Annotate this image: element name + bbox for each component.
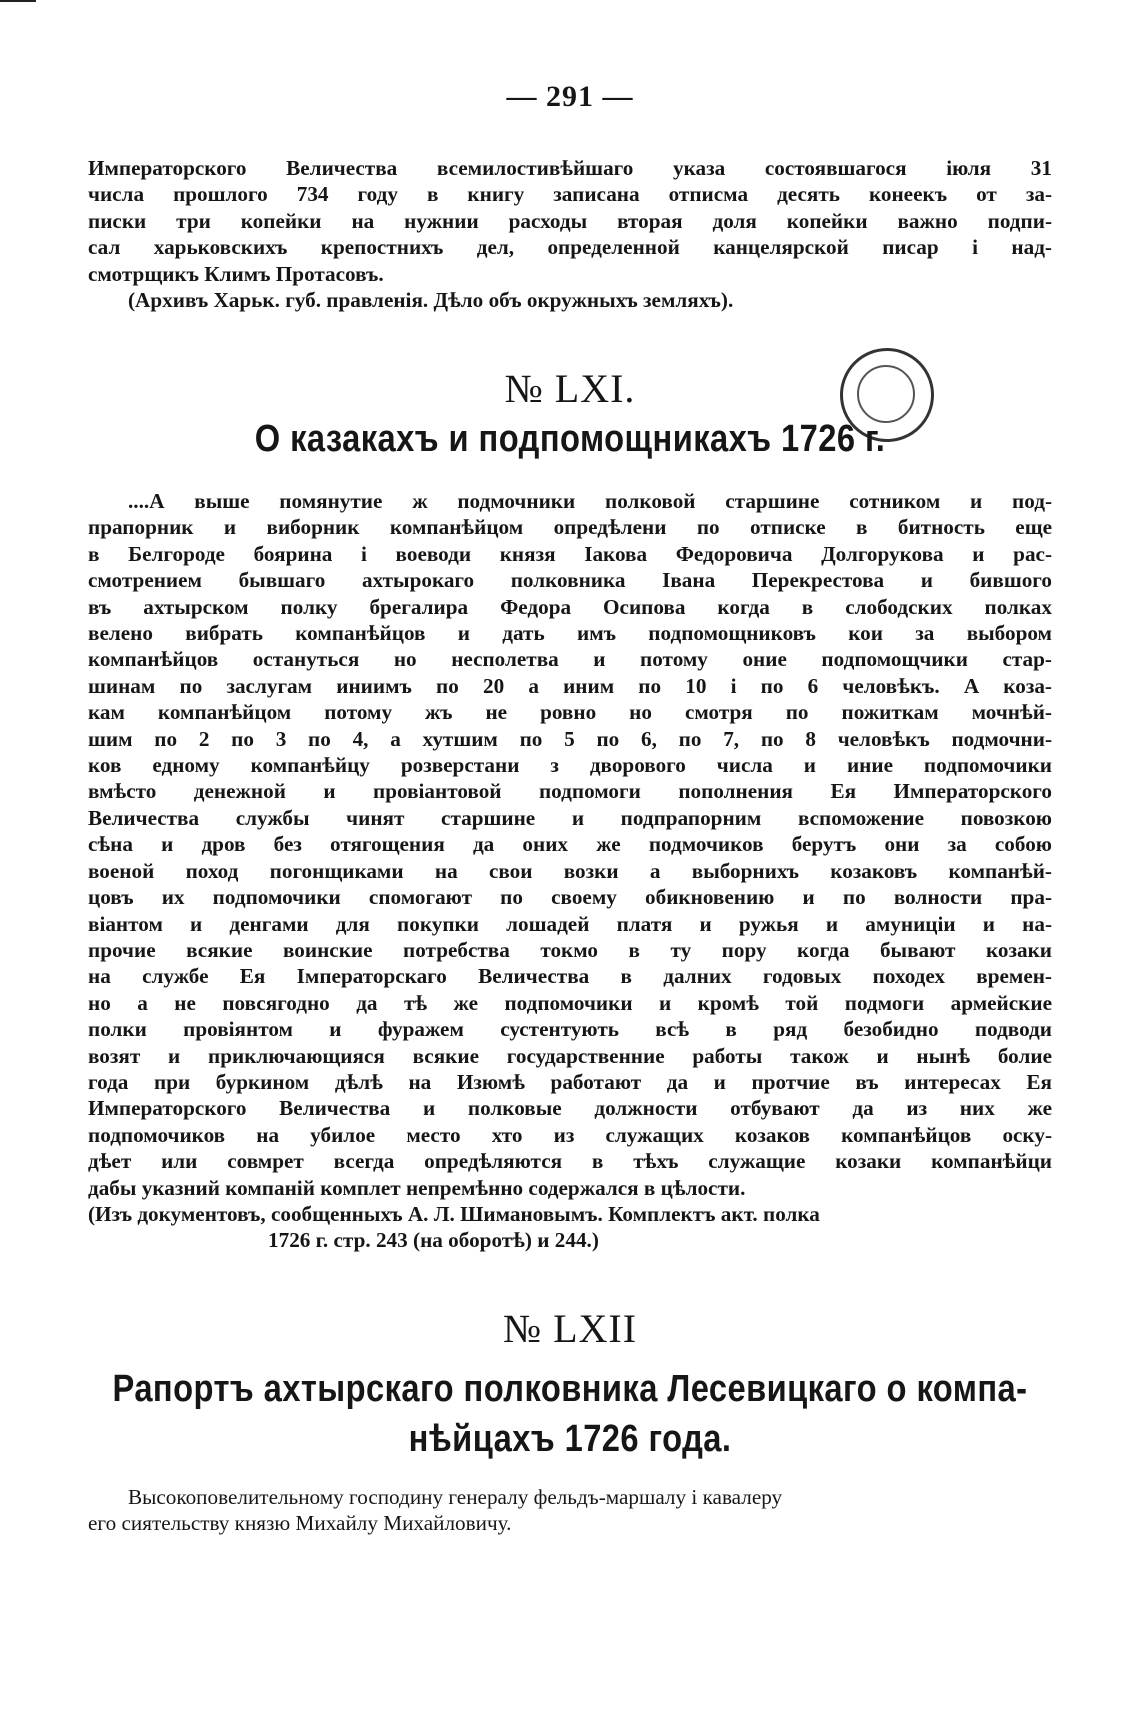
doc-title-62-line1: Рапортъ ахтырскаго полковника Лесевицкаго о компа- xyxy=(112,1368,1028,1410)
text-line: писки три копейки на нужнии расходы вторая доля копейки важно подпи- xyxy=(88,208,1052,233)
text-line: в Белгороде боярина i воеводи князя Iакова Федоровича Долгорукова и рас- xyxy=(88,541,1052,566)
text-line: на службе Ея Iмператорскаго Величества в далних годовых походех времен- xyxy=(88,964,1052,989)
text-line: въ ахтырском полку брегалира Федора Осипова когда в слободских полках xyxy=(88,594,1052,619)
doc-number-62: № LXII xyxy=(502,1306,638,1351)
text-line: военой поход погонщиками на свои возки а выборнихъ козаковъ компанѣй- xyxy=(88,858,1052,883)
text-line: шим по 2 по 3 по 4, а хутшим по 5 по 6, по 7, по 8 человѣкъ подмочни- xyxy=(88,726,1052,751)
text-line: Высокоповелительному господину генералу фельдъ-маршалу i кавалеру xyxy=(128,1485,783,1509)
text-line: возят и приключающияся всякие государственние работы також и нынѣ болие xyxy=(88,1043,1052,1068)
text-line: ков едному компанѣйцу розверстани з двоpового числа и иние подпомочики xyxy=(88,753,1052,778)
text-line: шинам по заслугам иниимъ по 20 а иним по 10 i по 6 человѣкъ. А коза- xyxy=(88,673,1052,698)
text-line: но а не повсягодно да тѣ же подпомочики и кромѣ той подмоги армейские xyxy=(88,990,1052,1015)
text-line: смотрением бывшаго ахтырокаго полковника Iвана Перекрестова и бившого xyxy=(88,568,1052,593)
text-line: вiантом и денгами для покупки лошадей платя и ружья и амуницiи и на- xyxy=(88,911,1052,936)
source-line: (Изъ документовъ, сообщенныхъ А. Л. Шимановымъ. Комплектъ акт. полка xyxy=(88,1201,820,1226)
text-line: цовъ их подпомочики спомогают по своему обикновению и по волности пра- xyxy=(88,885,1052,910)
text-line: полки провiянтом и фуражем сустентують всѣ в ряд безобидно подводи xyxy=(88,1017,1052,1042)
doc-title-61: О казакахъ и подпомощникахъ 1726 г. xyxy=(254,418,886,460)
doc61-paragraph xyxy=(88,488,1052,1201)
doc-number-61: № LXI. xyxy=(504,366,636,411)
text-line: дѣет или совмрет всегда опредѣляются в тѣхъ служащие козаки компанѣйци xyxy=(88,1149,1052,1174)
text-line: прапорник и виборник компанѣйцом опредѣлени по отписке в битность еще xyxy=(88,515,1052,540)
text-line: сѣна и дров без отягощения да оних же подмочиков берутъ они за собою xyxy=(88,832,1052,857)
text-line: дабы указний компанiй комплет непремѣнно содержался в цѣлости. xyxy=(88,1175,746,1200)
text-line: сал харьковскихъ крепостнихъ дел, определенной канцелярской писар i над- xyxy=(88,235,1052,260)
doc62-section xyxy=(88,1484,1052,1537)
text-line: Императорского Величества и полковые должности отбувают да из них же xyxy=(88,1096,1052,1121)
text-line: компанѣйцов остануться но несполетва и потому оние подпомощчики стар- xyxy=(88,647,1052,672)
intro-source: (Архивъ Харьк. губ. правленiя. Дѣло объ окружныхъ земляхъ). xyxy=(128,288,734,313)
text-line: велено вибрать компанѣйцов и дать имъ подпомощниковъ кои за выбором xyxy=(88,621,1052,646)
intro-section xyxy=(88,155,1052,313)
text-line: ....А выше помянутие ж подмочники полковой старшине сотником и под- xyxy=(128,489,1052,513)
text-line: прочие всякие воинские потребства токмо в ту пору когда бывают козаки xyxy=(88,937,1052,962)
page-number: — 291 — xyxy=(506,80,634,113)
text-line: числа прошлого 734 году в книгу записана отписма десять конеекъ от за- xyxy=(88,182,1052,207)
text-line: кам компанѣйцом потому жъ не ровно но смотря по пожиткам мочнѣй- xyxy=(88,700,1052,725)
text-line: года при буркином дѣлѣ на Изюмѣ работают да и протчие въ интересах Ея xyxy=(88,1069,1052,1094)
text-line: Величества службы чинят старшине и подпрапорним вспоможение повозкою xyxy=(88,805,1052,830)
text-line: Императорского Величества всемилостивѣйшаго указа состоявшагося iюля 31 xyxy=(88,156,1052,180)
doc-title-62-line2: нѣйцахъ 1726 года. xyxy=(408,1418,732,1460)
doc62-paragraph xyxy=(88,1484,1052,1537)
text-line: вмѣсто денежной и провiантовой подпомоги пополнения Ея Императорского xyxy=(88,779,1052,804)
corner-rule xyxy=(0,0,36,2)
doc61-section xyxy=(88,488,1052,1254)
text-line: его сиятельству князю Михайлу Михайловичу. xyxy=(88,1511,512,1536)
text-line: подпомочиков на убилое место хто из служащих козаков компанѣйцов оску- xyxy=(88,1122,1052,1147)
doc61-source xyxy=(88,1201,1052,1254)
intro-paragraph xyxy=(88,155,1052,287)
text-line: смотрщикъ Климъ Протасовъ. xyxy=(88,261,384,286)
source-line: 1726 г. стр. 243 (на оборотѣ) и 244.) xyxy=(268,1228,599,1253)
